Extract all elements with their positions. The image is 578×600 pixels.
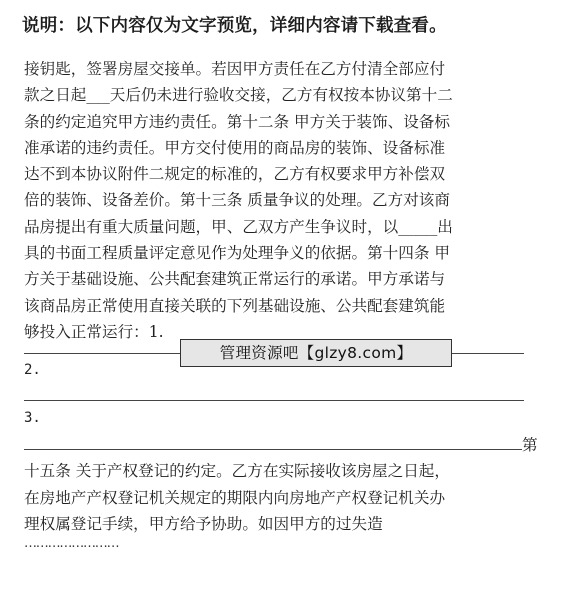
- truncation-ellipsis: ……………………: [24, 536, 119, 551]
- body-line: 够投入正常运行：1.: [24, 322, 164, 341]
- body-line: 方关于基础设施、公共配套建筑正常运行的承诺。甲方承诺与: [24, 270, 446, 289]
- body-line: 该商品房正常使用直接关联的下列基础设施、公共配套建筑能: [24, 296, 446, 315]
- body-line: 准承诺的违约责任。甲方交付使用的商品房的装饰、设备标准: [24, 138, 446, 157]
- body-line: 品房提出有重大质量问题，甲、乙双方产生争议时，以_____出: [24, 217, 453, 236]
- watermark-banner: 管理资源吧【glzy8.com】: [180, 339, 452, 367]
- body-line: 倍的装饰、设备差价。第十三条 质量争议的处理。乙方对该商: [24, 191, 450, 210]
- blank-line-item-2: [24, 400, 524, 402]
- body-line: 理权属登记手续，甲方给予协助。如因甲方的过失造: [24, 514, 383, 533]
- item-number-2: 2.: [24, 362, 41, 378]
- body-line: [24, 432, 554, 458]
- preview-notice: 说明：以下内容仅为文字预览，详细内容请下载查看。: [22, 16, 447, 36]
- body-line: 达不到本协议附件二规定的标准的，乙方有权要求甲方补偿双: [24, 165, 446, 184]
- body-line: 款之日起___天后仍未进行验收交接，乙方有权按本协议第十二: [24, 86, 453, 105]
- body-line: 十五条 关于产权登记的约定。乙方在实际接收该房屋之日起，: [24, 462, 450, 481]
- item-number-3: 3.: [24, 410, 41, 426]
- document-body: [24, 56, 556, 345]
- body-line: 在房地产产权登记机关规定的期限内向房地产产权登记机关办: [24, 488, 446, 507]
- body-line: 接钥匙，签署房屋交接单。若因甲方责任在乙方付清全部应付: [24, 60, 446, 78]
- blank-line-item-3: [24, 435, 522, 450]
- body-line-suffix: 第: [522, 436, 538, 454]
- document-body-continued: [24, 432, 554, 537]
- body-line: 具的书面工程质量评定意见作为处理争义的依据。第十四条 甲: [24, 244, 450, 263]
- body-line: 条的约定追究甲方违约责任。第十二条 甲方关于装饰、设备标: [24, 112, 450, 131]
